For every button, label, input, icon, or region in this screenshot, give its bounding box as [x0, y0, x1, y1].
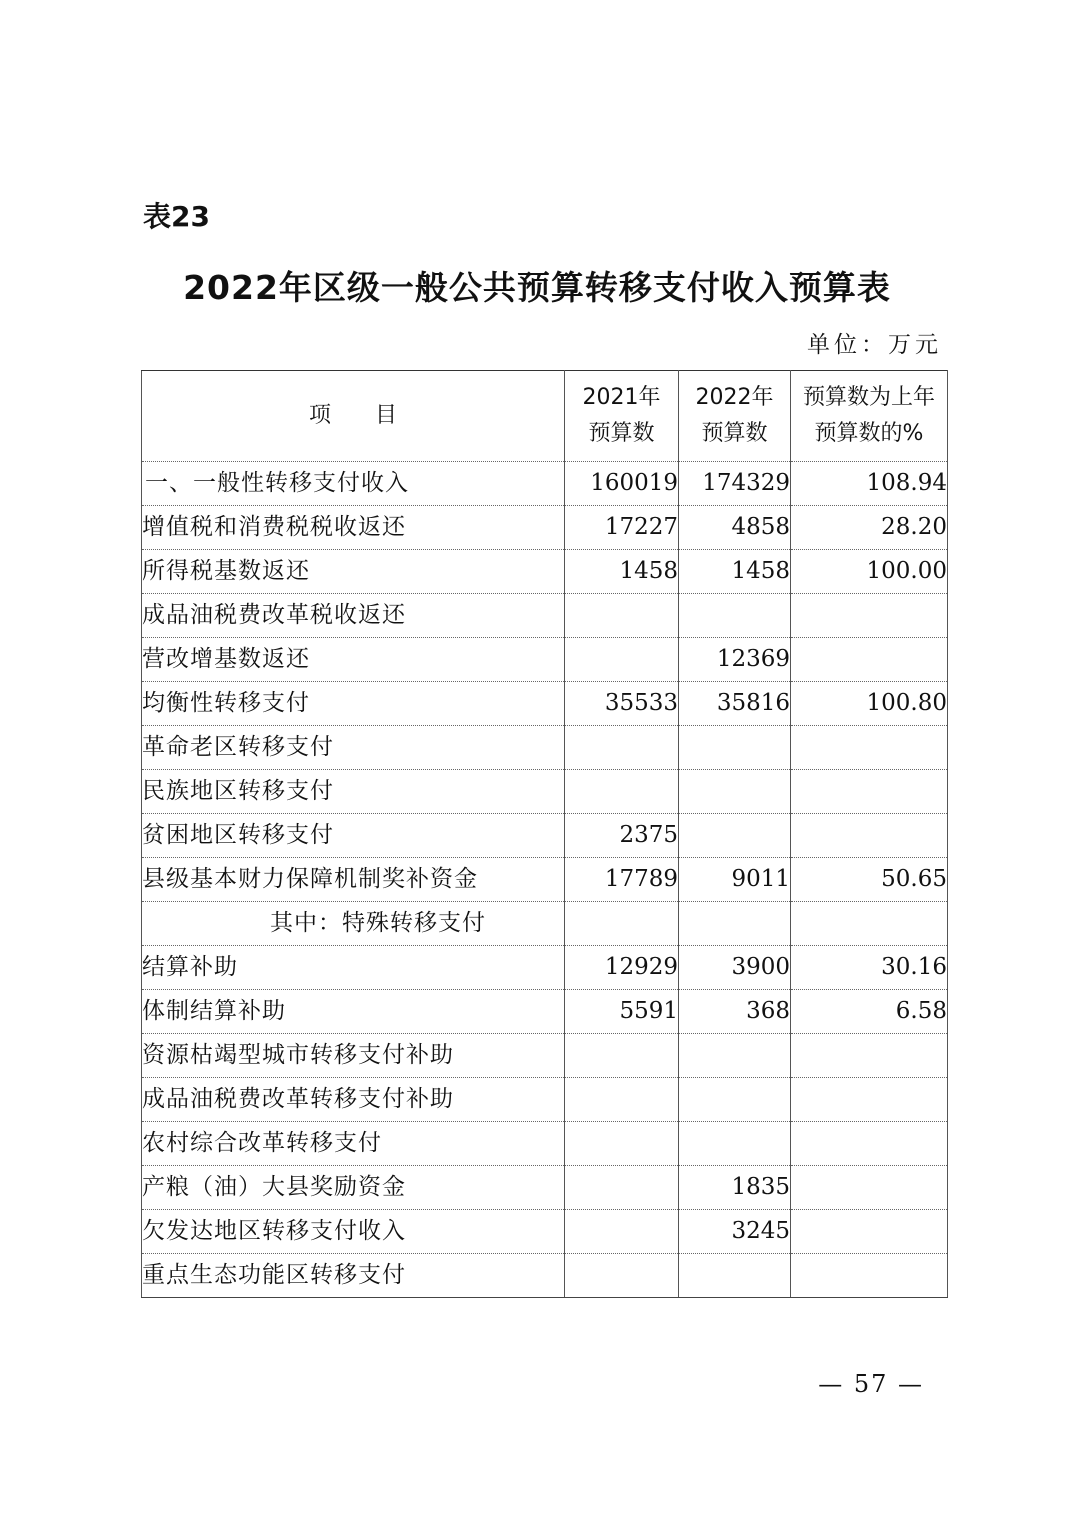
row-2022-value: 174329	[679, 462, 791, 506]
budget-table	[141, 370, 948, 1298]
row-2022-value: 3900	[679, 946, 791, 990]
header-percent-line1: 预算数为上年	[802, 385, 935, 410]
row-item-name: 重点生态功能区转移支付	[142, 1254, 565, 1298]
row-percent-value: 108.94	[791, 462, 948, 506]
row-percent-value	[791, 902, 948, 946]
header-percent-line2: 预算数的%	[814, 421, 924, 446]
row-2021-value	[565, 1122, 679, 1166]
table-row	[142, 770, 948, 814]
row-item-name: 成品油税费改革转移支付补助	[142, 1078, 565, 1122]
row-2022-value: 1458	[679, 550, 791, 594]
row-2022-value: 1835	[679, 1166, 791, 1210]
row-2021-value: 1458	[565, 550, 679, 594]
row-percent-value: 28.20	[791, 506, 948, 550]
row-2021-value	[565, 726, 679, 770]
table-row	[142, 858, 948, 902]
row-percent-value	[791, 1122, 948, 1166]
table-header-row	[142, 371, 948, 462]
table-row	[142, 726, 948, 770]
row-item-name: 结算补助	[142, 946, 565, 990]
table-row	[142, 638, 948, 682]
row-item-name: 一、一般性转移支付收入	[142, 462, 565, 506]
row-percent-value	[791, 638, 948, 682]
row-2021-value	[565, 1210, 679, 1254]
row-item-name: 成品油税费改革税收返还	[142, 594, 565, 638]
row-item-name: 县级基本财力保障机制奖补资金	[142, 858, 565, 902]
row-2022-value: 3245	[679, 1210, 791, 1254]
row-2021-value	[565, 594, 679, 638]
row-percent-value: 30.16	[791, 946, 948, 990]
row-2022-value: 35816	[679, 682, 791, 726]
row-percent-value: 6.58	[791, 990, 948, 1034]
row-2022-value: 12369	[679, 638, 791, 682]
row-2022-value: 4858	[679, 506, 791, 550]
row-percent-value	[791, 770, 948, 814]
row-item-name: 资源枯竭型城市转移支付补助	[142, 1034, 565, 1078]
row-percent-value	[791, 594, 948, 638]
table-row	[142, 902, 948, 946]
row-item-name: 革命老区转移支付	[142, 726, 565, 770]
row-percent-value: 50.65	[791, 858, 948, 902]
row-2022-value	[679, 1254, 791, 1298]
page-number: — 57 —	[818, 1370, 924, 1398]
row-2021-value	[565, 1166, 679, 1210]
table-number: 表23	[143, 200, 210, 233]
row-percent-value	[791, 1034, 948, 1078]
row-item-name: 所得税基数返还	[142, 550, 565, 594]
table-row	[142, 1210, 948, 1254]
row-percent-value	[791, 1254, 948, 1298]
unit-label: 单位：万元	[807, 332, 942, 358]
row-2022-value	[679, 814, 791, 858]
row-item-name: 贫困地区转移支付	[142, 814, 565, 858]
row-2021-value	[565, 770, 679, 814]
table-row	[142, 462, 948, 506]
row-percent-value: 100.00	[791, 550, 948, 594]
table-row	[142, 594, 948, 638]
row-item-name: 其中：特殊转移支付	[142, 902, 565, 946]
row-percent-value	[791, 726, 948, 770]
row-2021-value: 5591	[565, 990, 679, 1034]
page-title: 2022年区级一般公共预算转移支付收入预算表	[183, 268, 891, 307]
header-2022-line1: 2022年	[695, 385, 774, 410]
header-2022-line2: 预算数	[701, 421, 768, 446]
row-item-name: 产粮（油）大县奖励资金	[142, 1166, 565, 1210]
header-2022-budget	[679, 371, 791, 462]
row-2022-value: 9011	[679, 858, 791, 902]
row-2021-value: 35533	[565, 682, 679, 726]
row-2021-value	[565, 902, 679, 946]
table-row	[142, 550, 948, 594]
row-item-name: 均衡性转移支付	[142, 682, 565, 726]
row-2022-value	[679, 1034, 791, 1078]
row-percent-value	[791, 1166, 948, 1210]
table-row	[142, 1078, 948, 1122]
table-row	[142, 1034, 948, 1078]
header-2021-line2: 预算数	[588, 421, 655, 446]
table-row	[142, 682, 948, 726]
row-2022-value	[679, 902, 791, 946]
table-row	[142, 506, 948, 550]
row-item-name: 民族地区转移支付	[142, 770, 565, 814]
table-row	[142, 1254, 948, 1298]
header-item: 项 目	[142, 371, 565, 462]
row-percent-value	[791, 1078, 948, 1122]
table-row	[142, 814, 948, 858]
table-row	[142, 990, 948, 1034]
row-2021-value	[565, 1034, 679, 1078]
row-2021-value	[565, 1078, 679, 1122]
row-percent-value: 100.80	[791, 682, 948, 726]
row-percent-value	[791, 814, 948, 858]
row-percent-value	[791, 1210, 948, 1254]
table-row	[142, 1166, 948, 1210]
header-2021-budget	[565, 371, 679, 462]
table-row	[142, 946, 948, 990]
row-2021-value: 17789	[565, 858, 679, 902]
row-2022-value	[679, 1078, 791, 1122]
row-item-name: 体制结算补助	[142, 990, 565, 1034]
row-2022-value	[679, 726, 791, 770]
row-2021-value: 2375	[565, 814, 679, 858]
row-item-name: 欠发达地区转移支付收入	[142, 1210, 565, 1254]
row-item-name: 增值税和消费税税收返还	[142, 506, 565, 550]
row-item-name: 营改增基数返还	[142, 638, 565, 682]
row-2021-value: 160019	[565, 462, 679, 506]
row-2022-value	[679, 770, 791, 814]
row-2021-value: 12929	[565, 946, 679, 990]
row-2022-value: 368	[679, 990, 791, 1034]
row-2022-value	[679, 594, 791, 638]
row-2021-value	[565, 1254, 679, 1298]
row-2021-value	[565, 638, 679, 682]
table-row	[142, 1122, 948, 1166]
row-item-name: 农村综合改革转移支付	[142, 1122, 565, 1166]
row-2021-value: 17227	[565, 506, 679, 550]
row-2022-value	[679, 1122, 791, 1166]
header-2021-line1: 2021年	[582, 385, 661, 410]
header-percent	[791, 371, 948, 462]
